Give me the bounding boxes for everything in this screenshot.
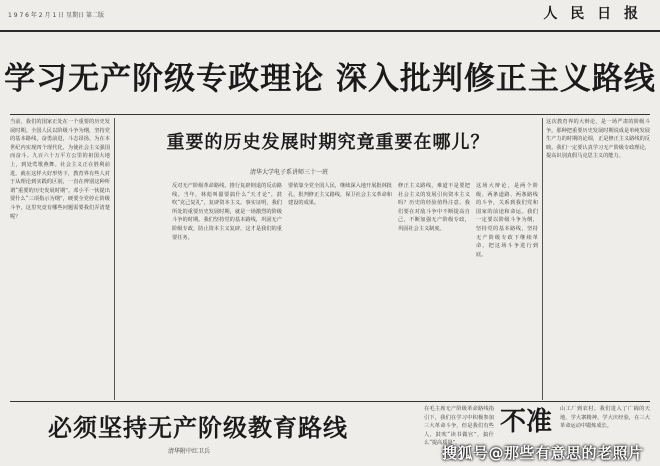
bottom-article-column-a: 在毛主席无产阶级革命路线指引下，我们在学习中积极参加三大革命斗争，但是我们有些人，鼓吹“读书做官”，搞什么“提高质量”。 [424,406,494,447]
main-headline: 学习无产阶级专政理论 深入批判修正主义路线 [4,61,656,97]
section-rule [10,401,650,402]
source-watermark: 搜狐号@那些有意思的老照片 [442,444,644,462]
article-body-column-3: 修正主义路线，难道不是要把社会主义的发展引向资本主义吗？历史的经验值得注意。我们要在对敌斗争中不断提高自己，不断加强无产阶级专政，巩固社会主义制度。 [398,183,470,232]
article-body-column-1: 反对无产阶级革命路线，推行复辟倒退的反动路线。当年，林彪叫嚣要搞什么“天才论”，鼓吹“克己复礼”，复辟资本主义。事实证明，我们所处的重要历史发展时期，就是一场激烈的阶级斗争的时期。我们坚持党的基本路线，巩固无产阶级专政，防止资本主义复辟，这才是我们的重要任务。 [172,183,282,241]
article-byline: 清华大学电子系讲师三十一班 [250,169,329,176]
bottom-article-column-b: 山工厂到农村。我们进入了广阔的天地，学大寨精神，学大庆经验，在三大革命运动中锻炼成长。 [560,406,650,430]
column-divider [114,118,115,400]
newspaper-nameplate: 人 民 日 报 [543,6,642,22]
headline-rule [10,114,650,115]
bottom-article-glyph: 不准 [500,407,553,437]
article-body-column-4: 这场大辩论，是两个阶级、两条道路、两条路线的斗争，关系到我们党和国家的前途和命运。我们一定要以阶级斗争为纲，坚持党的基本路线，坚持无产阶级专政下继续革命，把这场斗争进行到底。 [476,183,538,258]
bottom-article-byline: 清华附中红卫兵 [168,448,211,455]
article-left-column: 当前，我们的国家正处在一个重要的历史发展时期。全国人民以阶级斗争为纲，坚持党的基本路线，奋勇前进，斗志昂扬。为在本世纪内实现四个现代化，为使社会主义强国而奋斗。九百六十万平方公里的祖国大地上，到处莺歌燕舞。社会主义正在胜利前进。就在这样大好形势下，教育界有些人对于从理论到实践的区别，一直在辨别这种所谓“重要的历史发展时期”。邓小平一伙提出要什么“三项指示为纲”，硬要全党停止阶级斗争，这里究竟有哪些问题需要我们弄清楚呢？ [10,119,110,220]
article-far-right-column: 这次教育界的大辩论，是一场严肃的阶级斗争。那种把重要历史发展时期说成是单纯发展生产力的时期的论调，正是修正主义路线的反映。我们一定要认真学习无产阶级专政理论，提高识别真假马克思主义的能力。 [546,119,650,160]
masthead [0,0,660,32]
column-divider [542,118,543,400]
article-title: 重要的历史发展时期究竟重要在哪儿？ [166,132,490,153]
article-body-column-2: 要依靠全党全国人民，继续深入地开展批林批孔，批判修正主义路线，保卫社会主义革命和建设的成果。 [288,183,392,207]
issue-date-line: 1 9 7 6 年 2 月 1 日 星期日 第二版 [8,12,104,19]
bottom-article-title: 必须坚持无产阶级教育路线 [48,414,348,442]
